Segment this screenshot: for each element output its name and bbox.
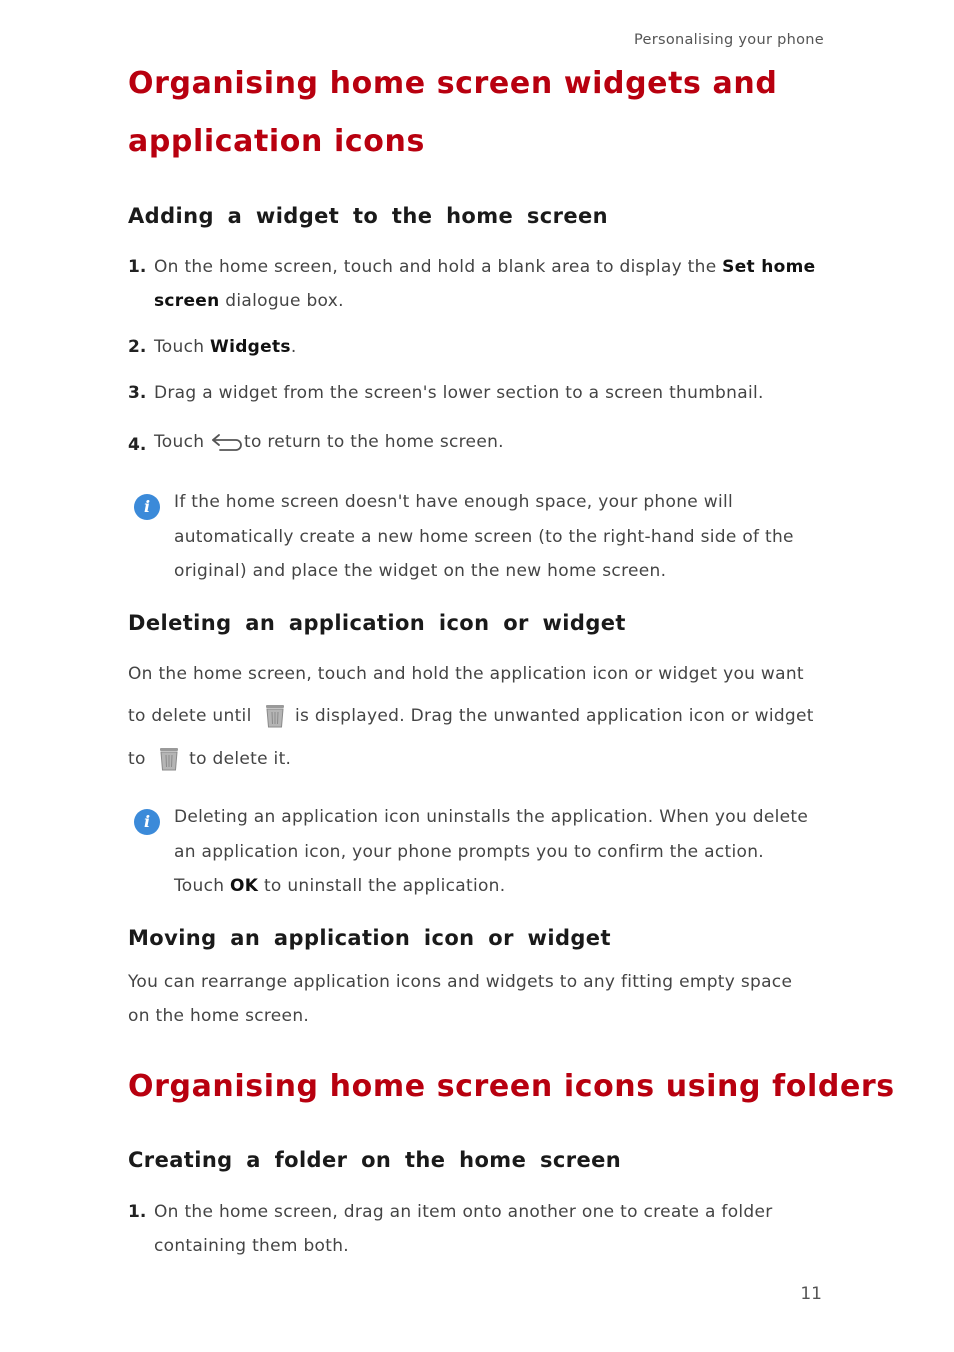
subheading-deleting: Deleting an application icon or widget: [128, 611, 626, 635]
note-text: Touch: [174, 876, 225, 896]
paragraph-line: You can rearrange application icons and widgets to any fitting empty space: [128, 972, 793, 992]
step-text: .: [290, 337, 297, 357]
step-4: [154, 431, 504, 453]
step-1-line1: [154, 257, 815, 277]
paragraph-text: is displayed. Drag the unwanted application icon or widget: [295, 706, 814, 726]
note-line: If the home screen doesn't have enough space, your phone will: [174, 492, 734, 512]
bold-term: screen: [154, 291, 220, 311]
step-number: 3.: [128, 383, 147, 403]
step-text: On the home screen, touch and hold a blank area to display the: [154, 257, 717, 277]
section-title-line1: Organising home screen widgets and: [128, 66, 778, 101]
step-text: to return to the home screen.: [244, 432, 504, 452]
step-number: 1.: [128, 1202, 147, 1222]
step-1-line2: [154, 291, 344, 311]
bold-term: Widgets: [210, 337, 291, 357]
note-line: Deleting an application icon uninstalls the application. When you delete: [174, 807, 809, 827]
note-line: [174, 876, 505, 896]
paragraph-text: to: [128, 749, 146, 769]
info-icon: i: [134, 494, 160, 520]
note-line: an application icon, your phone prompts you to confirm the action.: [174, 842, 764, 862]
section-title-line2: application icons: [128, 124, 425, 159]
paragraph-line: [128, 746, 291, 772]
step-text: dialogue box.: [225, 291, 344, 311]
bold-term: Set home: [722, 257, 816, 277]
paragraph-line: On the home screen, touch and hold the application icon or widget you want: [128, 664, 804, 684]
info-icon: i: [134, 809, 160, 835]
section-title: Organising home screen icons using folders: [128, 1069, 895, 1104]
subheading-adding-widget: Adding a widget to the home screen: [128, 204, 609, 228]
note-line: original) and place the widget on the new home screen.: [174, 561, 667, 581]
trash-icon: [157, 746, 181, 772]
running-header: Personalising your phone: [633, 32, 824, 48]
subheading-moving: Moving an application icon or widget: [128, 926, 611, 950]
paragraph-text: to delete it.: [189, 749, 292, 769]
step-2: [154, 337, 297, 357]
paragraph-line: [128, 703, 814, 729]
back-icon: [210, 431, 244, 453]
note-text: to uninstall the application.: [263, 876, 506, 896]
paragraph-text: to delete until: [128, 706, 252, 726]
trash-icon: [263, 703, 287, 729]
step-1-line1: On the home screen, drag an item onto another one to create a folder: [154, 1202, 773, 1222]
step-3: Drag a widget from the screen's lower section to a screen thumbnail.: [154, 383, 764, 403]
step-number: 4.: [128, 435, 147, 455]
step-number: 2.: [128, 337, 147, 357]
note-line: automatically create a new home screen (to the right-hand side of the: [174, 527, 794, 547]
step-1-line2: containing them both.: [154, 1236, 349, 1256]
bold-term: OK: [230, 876, 259, 896]
step-text: Touch: [154, 337, 205, 357]
subheading-creating-folder: Creating a folder on the home screen: [128, 1148, 622, 1172]
step-text: Touch: [154, 432, 205, 452]
paragraph-line: on the home screen.: [128, 1006, 310, 1026]
page-number: 11: [800, 1284, 822, 1304]
step-number: 1.: [128, 257, 147, 277]
